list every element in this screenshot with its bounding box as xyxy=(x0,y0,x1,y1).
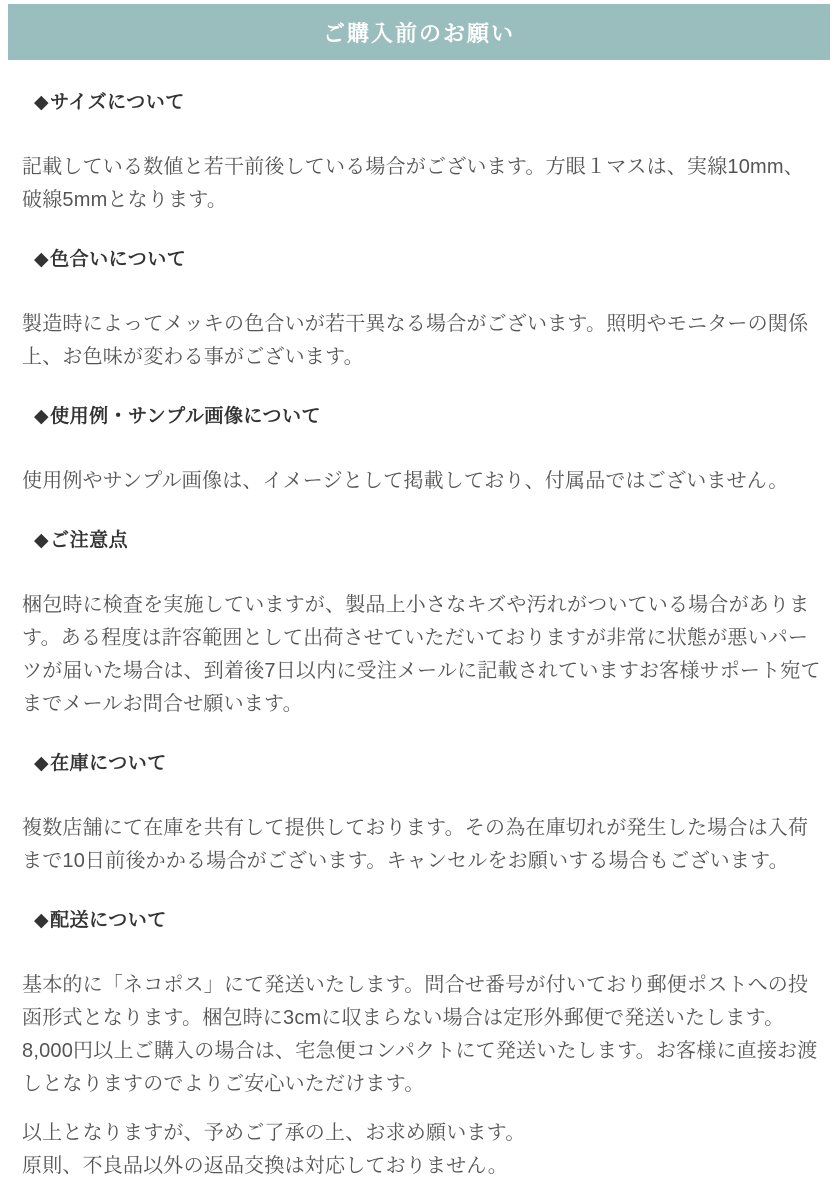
diamond-bullet-icon: ◆ xyxy=(34,92,50,113)
section-paragraph: 製造時によってメッキの色合いが若干異なる場合がございます。照明やモニターの関係上、お色味が変わる事がございます。 xyxy=(22,313,809,368)
page-title: ご購入前のお願い xyxy=(322,20,515,46)
section-heading-label: 色合いについて xyxy=(50,249,187,270)
section-sample-images xyxy=(22,401,824,498)
diamond-bullet-icon: ◆ xyxy=(34,530,50,551)
diamond-bullet-icon: ◆ xyxy=(34,406,50,427)
section-heading-label: 在庫について xyxy=(50,753,167,774)
section-paragraph: 梱包時に検査を実施していますが、製品上小さなキズや汚れがついている場合があります。ある程度は許容範囲として出荷させていただいておりますが非常に状態が悪いパーツが届いた場合は、到着後7日以内に受注メールに記載されていますお客様サポート宛てまでメールお問合せ願います。 xyxy=(22,594,821,715)
section-heading-color xyxy=(34,244,824,271)
section-color xyxy=(22,244,824,374)
diamond-bullet-icon: ◆ xyxy=(34,753,50,774)
section-stock xyxy=(22,748,824,878)
section-paragraph: 記載している数値と若干前後している場合がございます。方眼１マスは、実線10mm、破線5mmとなります。 xyxy=(22,156,804,211)
section-heading-cautions xyxy=(34,525,824,552)
section-heading-label: サイズについて xyxy=(50,92,185,113)
section-heading-size xyxy=(34,87,824,114)
closing-note-line: 以上となりますが、予めご了承の上、お求め願います。 xyxy=(22,1122,526,1144)
section-paragraph: 複数店舗にて在庫を共有して提供しております。その為在庫切れが発生した場合は入荷まで10日前後かかる場合がございます。キャンセルをお願いする場合もございます。 xyxy=(22,817,809,872)
section-cautions xyxy=(22,525,824,721)
section-heading-stock xyxy=(34,748,824,775)
section-shipping xyxy=(22,905,824,1101)
section-heading-label: 配送について xyxy=(50,910,167,931)
closing-note-line: 原則、不良品以外の返品交換は対応しておりません。 xyxy=(22,1155,508,1177)
section-size xyxy=(22,87,824,217)
section-heading-label: ご注意点 xyxy=(50,530,129,551)
section-paragraph: 基本的に「ネコポス」にて発送いたします。問合せ番号が付いており郵便ポストへの投函形式となります。梱包時に3cmに収まらない場合は定形外郵便で発送いたします。 xyxy=(22,974,809,1029)
section-heading-sample-images xyxy=(34,401,824,428)
section-heading-shipping xyxy=(34,905,824,932)
section-heading-label: 使用例・サンプル画像について xyxy=(50,406,322,427)
diamond-bullet-icon: ◆ xyxy=(34,910,50,931)
page-header xyxy=(8,4,830,60)
notice-content xyxy=(0,87,837,1183)
diamond-bullet-icon: ◆ xyxy=(34,249,50,270)
closing-notes xyxy=(22,1117,824,1183)
section-paragraph: 使用例やサンプル画像は、イメージとして掲載しており、付属品ではございません。 xyxy=(22,470,789,492)
section-paragraph: 8,000円以上ご購入の場合は、宅急便コンパクトにて発送いたします。お客様に直接お渡しとなりますのでよりご安心いただけます。 xyxy=(22,1040,818,1095)
